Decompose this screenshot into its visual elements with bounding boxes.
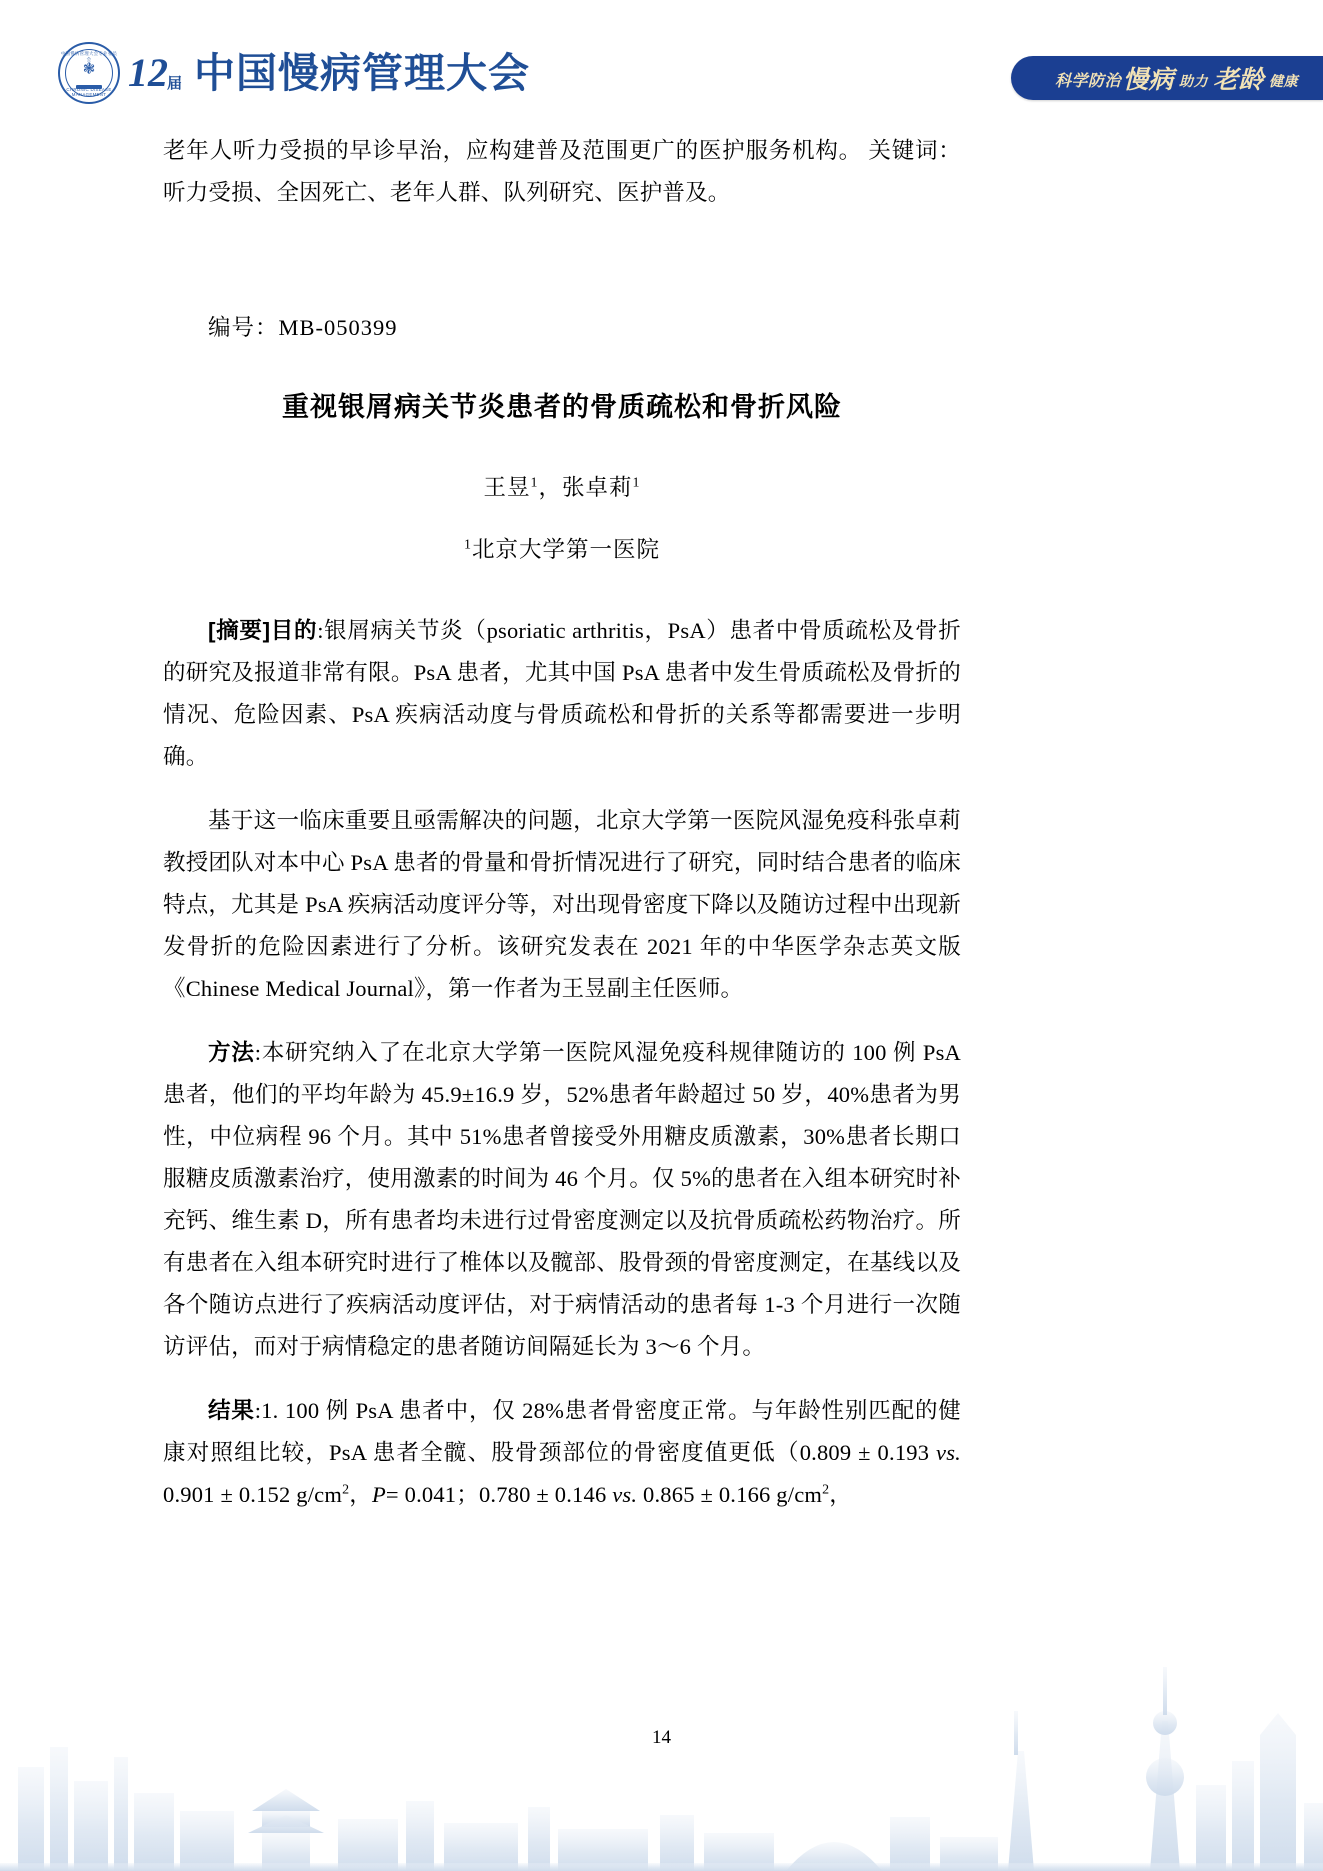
slogan-part-4: 老龄 [1212,66,1264,94]
author-name: 王昱 [483,475,531,500]
background-text: 基于这一临床重要且亟需解决的问题，北京大学第一医院风湿免疫科张卓莉教授团队对本中心 PsA 患者的骨量和骨折情况进行了研究，同时结合患者的临床特点，尤其是 PsA 疾病活动度评分等，对出现骨密度下降以及随访过程中出现新发骨折的危险因素进行了分析。该研究发表在 2021 年的中华医学杂志英文版《Chinese Medical Journal》，第一作者为王昱副主任医师。 [163,808,961,1001]
author-affil-marker: 1 [632,475,641,491]
abstract-methods-paragraph [163,1032,961,1368]
skyline-decoration [0,1571,1323,1871]
abstract-objective-paragraph [163,610,961,778]
spacer [163,346,961,386]
seal-top-label: 中国慢病管理大会专业委员会 [60,51,118,62]
slogan-part-3: 助力 [1178,73,1208,89]
abstract-background-paragraph [163,800,961,1010]
page-number: 14 [652,1727,671,1748]
author-separator: ， [538,475,562,500]
seal-icon [58,42,120,104]
author-line [163,468,961,508]
results-text-4: = 0.041；0.780 ± 0.146 [385,1482,613,1507]
carryover-paragraph [163,130,961,214]
edition-suffix: 届 [166,76,182,92]
spacer [163,1010,961,1032]
conference-logo [58,42,530,104]
results-text-6: ， [829,1482,852,1507]
edition-ordinal [128,50,182,95]
flower-icon: ❃ [82,61,96,78]
abstract-results-paragraph [163,1390,961,1516]
edition-number: 12 [128,50,168,95]
objective-colon: : [317,618,324,643]
seal-bottom-label: CHRONIC DISEASE MANAGEMENT [66,87,112,97]
affiliation-name: 北京大学第一医院 [471,537,660,562]
results-text-1: 1. 100 例 PsA 患者中，仅 28%患者骨密度正常。与年龄性别匹配的健康对照组比较，PsA 患者全髋、股骨颈部位的骨密度值更低（0.809 ± 0.193 [163,1398,962,1465]
spacer [163,1368,961,1390]
carryover-line-1: 老年人听力受损的早诊早治，应构建普及范围更广的医护服务机构。 关键词： [163,138,961,163]
objective-text: 银屑病关节炎（psoriatic arthritis，PsA）患者中骨质疏松及骨折的研究及报道非常有限。PsA 患者，尤其中国 PsA 患者中发生骨质疏松及骨折的情况、危险因素、PsA 疾病活动度与骨质疏松和骨折的关系等都需要进一步明确。 [163,618,961,769]
results-vs-1: vs. [936,1440,961,1465]
slogan-text [1055,60,1301,96]
paper-title: 重视银屑病关节炎患者的骨质疏松和骨折风险 [282,392,842,422]
document-body [163,130,961,1516]
spacer [163,508,961,530]
skyline-shapes [0,1667,1323,1871]
paper-id-label: 编号： [208,315,279,340]
header-slogan-banner [1011,56,1323,100]
affiliation-line [163,530,961,570]
methods-colon: : [254,1040,262,1065]
slogan-part-2: 慢病 [1122,66,1174,94]
paper-id-value: MB-050399 [278,315,398,340]
spacer [163,428,961,468]
author-affil-marker: 1 [530,475,539,491]
author-name: 张卓莉 [562,475,633,500]
page-header [0,0,1323,118]
abstract-bracket-label: [摘要] [208,618,271,643]
slogan-part-1: 科学防治 [1054,73,1121,90]
results-text-5: 0.865 ± 0.166 g/cm [637,1482,823,1507]
slogan-part-5: 健康 [1269,73,1298,89]
objective-label: 目的 [270,618,318,643]
affiliation-marker: 1 [464,537,472,553]
carryover-line-2: 听力受损、全因死亡、老年人群、队列研究、医护普及。 [163,180,731,205]
results-text-2: 0.901 ± 0.152 g/cm [163,1482,343,1507]
spacer [163,214,961,310]
results-unit-exponent: 2 [822,1482,830,1498]
results-unit-exponent: 2 [342,1482,350,1498]
spacer [163,570,961,610]
methods-label: 方法 [208,1040,255,1065]
methods-text: 本研究纳入了在北京大学第一医院风湿免疫科规律随访的 100 例 PsA 患者，他们的平均年龄为 45.9±16.9 岁，52%患者年龄超过 50 岁，40%患者为男性，中位病程 96 个月。其中 51%患者曾接受外用糖皮质激素，30%患者长期口服糖皮质激素治疗，使用激素的时间为 46 个月。仅 5%的患者在入组本研究时补充钙、维生素 D，所有患者均未进行过骨密度测定以及抗骨质疏松药物治疗。所有患者在入组本研究时进行了椎体以及髋部、股骨颈的骨密度测定，在基线以及各个随访点进行了疾病活动度评估，对于病情活动的患者每 1-3 个月进行一次随访评估，而对于病情稳定的患者随访间隔延长为 3～6 个月。 [163,1040,961,1359]
results-vs-2: vs. [612,1482,638,1507]
results-text-3: ， [349,1482,372,1507]
results-colon: : [254,1398,262,1423]
results-label: 结果 [208,1398,255,1423]
paper-id-line [163,310,961,346]
conference-title: 中国慢病管理大会 [194,49,530,96]
results-p-symbol: P [371,1482,386,1507]
spacer [163,778,961,800]
